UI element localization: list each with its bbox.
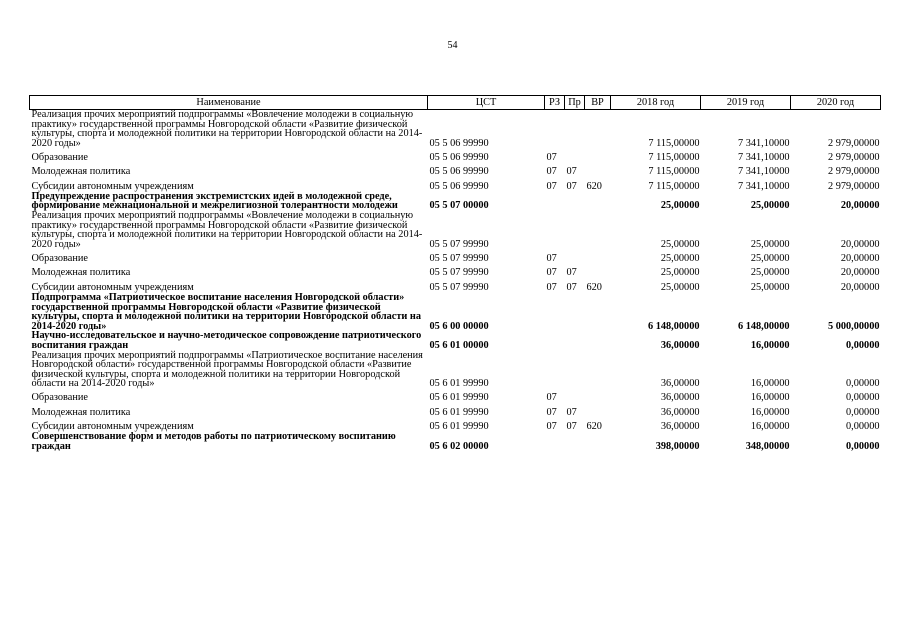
page-number: 54 bbox=[447, 40, 458, 51]
header-2020: 2020 год bbox=[791, 96, 881, 110]
table-row bbox=[30, 331, 881, 350]
table-row bbox=[30, 389, 881, 404]
row-2018: 25,00000 bbox=[660, 252, 700, 264]
row-cst: 05 5 07 99990 bbox=[429, 281, 489, 293]
row-2019: 25,00000 bbox=[750, 238, 790, 250]
row-2020: 2 979,00000 bbox=[828, 137, 880, 149]
table-row bbox=[30, 264, 881, 279]
row-2020: 0,00000 bbox=[846, 378, 880, 390]
table-row bbox=[30, 293, 881, 331]
row-rz: 07 bbox=[546, 267, 557, 279]
table-row bbox=[30, 249, 881, 264]
row-2019: 16,00000 bbox=[750, 339, 790, 351]
row-pr bbox=[565, 249, 585, 264]
row-name: Субсидии автономным учреждениям bbox=[31, 281, 194, 293]
row-pr: 07 bbox=[566, 421, 577, 433]
row-2019: 25,00000 bbox=[750, 281, 790, 293]
row-2020: 0,00000 bbox=[846, 339, 880, 351]
row-name: Субсидии автономным учреждениям bbox=[31, 180, 194, 192]
budget-table bbox=[29, 95, 881, 452]
row-2018: 25,00000 bbox=[660, 200, 700, 212]
row-cst: 05 5 07 00000 bbox=[429, 200, 489, 212]
row-rz: 07 bbox=[546, 180, 557, 192]
row-rz: 07 bbox=[546, 392, 557, 404]
row-2019: 7 341,10000 bbox=[738, 151, 790, 163]
row-2020: 0,00000 bbox=[846, 421, 880, 433]
row-cst: 05 6 01 99990 bbox=[429, 378, 489, 390]
row-2019: 25,00000 bbox=[750, 252, 790, 264]
row-2020: 2 979,00000 bbox=[828, 166, 880, 178]
row-2018: 25,00000 bbox=[660, 281, 700, 293]
row-vr bbox=[585, 192, 611, 211]
row-2019: 16,00000 bbox=[750, 392, 790, 404]
table-row bbox=[30, 403, 881, 418]
row-2018: 7 115,00000 bbox=[648, 180, 700, 192]
row-pr bbox=[565, 293, 585, 331]
row-2019: 16,00000 bbox=[750, 406, 790, 418]
row-cst: 05 5 06 99990 bbox=[429, 137, 489, 149]
row-vr bbox=[585, 293, 611, 331]
row-vr bbox=[585, 432, 611, 451]
header-2018: 2018 год bbox=[611, 96, 701, 110]
row-name: Реализация прочих мероприятий подпрограммы «Патриотическое воспитание населения Новгородской области» государственной программы Новгородской области «Развитие физической культуры, спорта и молодежной политики на территории Новгородской области на 2014-2020 годы» bbox=[31, 349, 423, 390]
row-vr bbox=[585, 163, 611, 178]
row-name: Субсидии автономным учреждениям bbox=[31, 421, 194, 433]
row-pr bbox=[565, 432, 585, 451]
row-vr: 620 bbox=[586, 180, 602, 192]
row-pr: 07 bbox=[566, 166, 577, 178]
row-cst: 05 5 06 99990 bbox=[429, 151, 489, 163]
row-cst: 05 6 01 99990 bbox=[429, 392, 489, 404]
row-vr: 620 bbox=[586, 281, 602, 293]
row-pr: 07 bbox=[566, 180, 577, 192]
row-2018: 25,00000 bbox=[660, 267, 700, 279]
row-2020: 20,00000 bbox=[840, 238, 880, 250]
row-rz: 07 bbox=[546, 281, 557, 293]
row-cst: 05 5 06 99990 bbox=[429, 180, 489, 192]
row-pr bbox=[565, 148, 585, 163]
row-2018: 36,00000 bbox=[660, 339, 700, 351]
table-row bbox=[30, 418, 881, 433]
row-pr bbox=[565, 389, 585, 404]
row-name: Молодежная политика bbox=[31, 406, 131, 418]
table-row bbox=[30, 148, 881, 163]
header-vr: ВР bbox=[585, 96, 611, 110]
header-2019: 2019 год bbox=[701, 96, 791, 110]
header-cst: ЦСТ bbox=[428, 96, 545, 110]
row-cst: 05 6 02 00000 bbox=[429, 440, 489, 452]
row-name: Образование bbox=[31, 151, 88, 163]
row-vr bbox=[585, 211, 611, 249]
row-2018: 6 148,00000 bbox=[648, 320, 700, 332]
row-name: Молодежная политика bbox=[31, 166, 131, 178]
row-rz: 07 bbox=[546, 421, 557, 433]
row-pr bbox=[565, 351, 585, 389]
row-rz: 07 bbox=[546, 252, 557, 264]
row-2020: 20,00000 bbox=[840, 252, 880, 264]
row-rz bbox=[545, 432, 565, 451]
row-pr bbox=[565, 110, 585, 149]
row-2018: 36,00000 bbox=[660, 421, 700, 433]
row-2019: 25,00000 bbox=[750, 267, 790, 279]
row-vr: 620 bbox=[586, 421, 602, 433]
table-row bbox=[30, 211, 881, 249]
row-cst: 05 5 07 99990 bbox=[429, 252, 489, 264]
row-cst: 05 5 07 99990 bbox=[429, 238, 489, 250]
row-rz bbox=[545, 192, 565, 211]
header-rz: РЗ bbox=[545, 96, 565, 110]
row-name: Предупреждение распространения экстремистских идей в молодежной среде, формирование межнациональной и межрелигиозной толерантности молодежи bbox=[31, 190, 398, 212]
row-vr bbox=[585, 264, 611, 279]
row-2020: 0,00000 bbox=[846, 406, 880, 418]
row-name: Молодежная политика bbox=[31, 267, 131, 279]
row-2018: 7 115,00000 bbox=[648, 137, 700, 149]
row-name: Образование bbox=[31, 252, 88, 264]
row-pr: 07 bbox=[566, 267, 577, 279]
row-2020: 0,00000 bbox=[846, 392, 880, 404]
header-pr: Пр bbox=[565, 96, 585, 110]
row-cst: 05 5 07 99990 bbox=[429, 267, 489, 279]
row-2019: 25,00000 bbox=[750, 200, 790, 212]
row-vr bbox=[585, 403, 611, 418]
table-row bbox=[30, 163, 881, 178]
table-row bbox=[30, 432, 881, 451]
row-rz bbox=[545, 293, 565, 331]
row-2020: 5 000,00000 bbox=[828, 320, 880, 332]
row-vr bbox=[585, 249, 611, 264]
row-2020: 20,00000 bbox=[840, 267, 880, 279]
row-pr bbox=[565, 211, 585, 249]
row-2020: 20,00000 bbox=[840, 200, 880, 212]
row-name: Совершенствование форм и методов работы по патриотическому воспитанию граждан bbox=[31, 431, 396, 452]
row-rz: 07 bbox=[546, 406, 557, 418]
row-2019: 348,00000 bbox=[745, 440, 790, 452]
row-name: Реализация прочих мероприятий подпрограммы «Вовлечение молодежи в социальную практику» государственной программы Новгородской области «Развитие физической культуры, спорта и молодежной политики на территории Новгородской области на 2014-2020 годы» bbox=[31, 210, 423, 250]
table-row bbox=[30, 192, 881, 211]
row-cst: 05 6 01 00000 bbox=[429, 339, 489, 351]
table-row bbox=[30, 278, 881, 293]
row-2018: 7 115,00000 bbox=[648, 151, 700, 163]
row-cst: 05 6 00 00000 bbox=[429, 320, 489, 332]
row-rz: 07 bbox=[546, 166, 557, 178]
row-pr bbox=[565, 192, 585, 211]
row-pr: 07 bbox=[566, 406, 577, 418]
row-name: Образование bbox=[31, 392, 88, 404]
row-2018: 36,00000 bbox=[660, 392, 700, 404]
row-pr: 07 bbox=[566, 281, 577, 293]
row-vr bbox=[585, 351, 611, 389]
row-cst: 05 6 01 99990 bbox=[429, 406, 489, 418]
row-2018: 7 115,00000 bbox=[648, 166, 700, 178]
row-2019: 7 341,10000 bbox=[738, 137, 790, 149]
table-row bbox=[30, 110, 881, 149]
row-2018: 36,00000 bbox=[660, 406, 700, 418]
row-vr bbox=[585, 389, 611, 404]
row-2019: 7 341,10000 bbox=[738, 180, 790, 192]
row-rz: 07 bbox=[546, 151, 557, 163]
row-2020: 2 979,00000 bbox=[828, 151, 880, 163]
row-cst: 05 5 06 99990 bbox=[429, 166, 489, 178]
row-2019: 7 341,10000 bbox=[738, 166, 790, 178]
row-2020: 0,00000 bbox=[846, 440, 880, 452]
row-pr bbox=[565, 331, 585, 350]
row-vr bbox=[585, 148, 611, 163]
row-name: Научно-исследовательское и научно-методическое сопровождение патриотического воспитания граждан bbox=[31, 330, 422, 351]
row-2018: 25,00000 bbox=[660, 238, 700, 250]
row-vr bbox=[585, 331, 611, 350]
row-2018: 398,00000 bbox=[655, 440, 700, 452]
row-name: Подпрограмма «Патриотическое воспитание населения Новгородской области» государственной программы Новгородской области «Развитие физической культуры, спорта и молодежной политики на территории Новгородской области на 2014-2020 годы» bbox=[31, 291, 422, 332]
table-row bbox=[30, 351, 881, 389]
table-row bbox=[30, 177, 881, 192]
row-rz bbox=[545, 211, 565, 249]
header-name: Наименование bbox=[30, 96, 428, 110]
row-2019: 16,00000 bbox=[750, 378, 790, 390]
row-rz bbox=[545, 351, 565, 389]
row-2020: 2 979,00000 bbox=[828, 180, 880, 192]
table-header-row bbox=[30, 96, 881, 110]
row-rz bbox=[545, 110, 565, 149]
row-name: Реализация прочих мероприятий подпрограммы «Вовлечение молодежи в социальную практику» государственной программы Новгородской области «Развитие физической культуры, спорта и молодежной политики на территории Новгородской области на 2014-2020 годы» bbox=[31, 109, 423, 149]
row-2019: 6 148,00000 bbox=[738, 320, 790, 332]
row-rz bbox=[545, 331, 565, 350]
row-2020: 20,00000 bbox=[840, 281, 880, 293]
row-2018: 36,00000 bbox=[660, 378, 700, 390]
row-cst: 05 6 01 99990 bbox=[429, 421, 489, 433]
row-2019: 16,00000 bbox=[750, 421, 790, 433]
row-vr bbox=[585, 110, 611, 149]
